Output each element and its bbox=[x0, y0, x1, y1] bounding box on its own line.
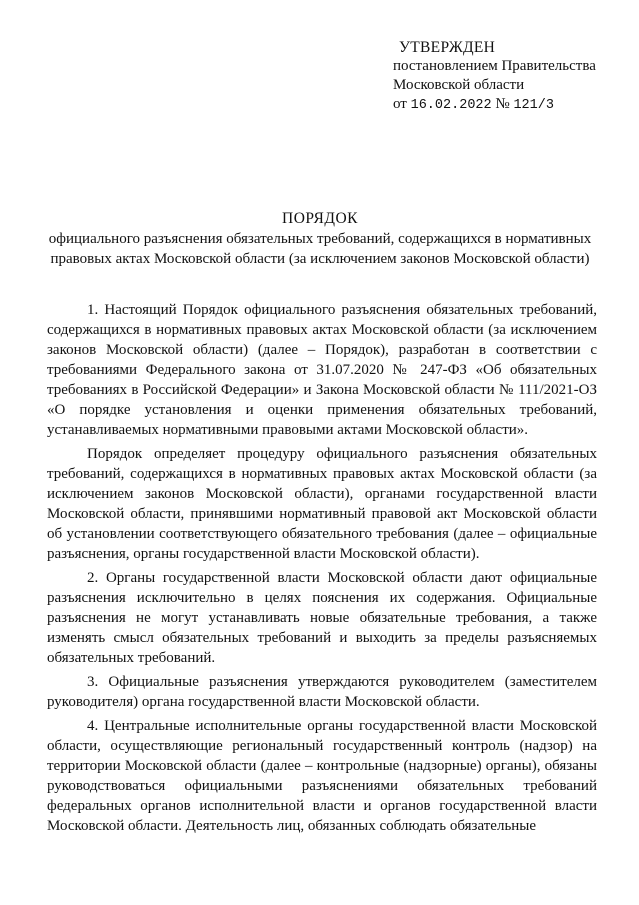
approval-date-line bbox=[393, 95, 633, 115]
approval-date: 16.02.2022 bbox=[410, 98, 492, 113]
paragraph-5: 4. Центральные исполнительные органы государственной власти Московской области, осуществляющие региональный государственный контроль (надзор) на территории Московской области (далее – контрольные (надзорные) органы), обязаны руководствоваться официальными разъяснениями обязательных требований федеральных органов исполнительной власти и органов государственной власти Московской области. Деятельность лиц, обязанных соблюдать обязательные bbox=[47, 718, 597, 834]
approval-line-1: постановлением Правительства bbox=[393, 58, 596, 74]
document-body bbox=[47, 300, 597, 840]
approval-number-sign: № bbox=[495, 96, 510, 112]
approval-title: УТВЕРЖДЕН bbox=[399, 39, 496, 56]
paragraph-2: Порядок определяет процедуру официального разъяснения обязательных требований, содержащихся в нормативных правовых актах Московской области (за исключением законов Московской области), органами государственной власти Московской области, принявшими нормативный правовой акт Московской области об установлении соответствующего обязательного требования (далее – официальные разъяснения, органы государственной власти Московской области). bbox=[47, 446, 597, 562]
paragraph-4: 3. Официальные разъяснения утверждаются руководителем (заместителем руководителя) органа государственной власти Московской области. bbox=[47, 674, 597, 710]
approval-number: 121/3 bbox=[513, 98, 554, 113]
approval-line-2: Московской области bbox=[393, 77, 525, 93]
paragraph-3: 2. Органы государственной власти Московской области дают официальные разъяснения исключительно в целях пояснения их содержания. Официальные разъяснения не могут устанавливать новые обязательные требования, а также изменять смысл обязательных требований и выходить за пределы разъясняемых обязательных требований. bbox=[47, 570, 597, 666]
document-title: ПОРЯДОК bbox=[282, 210, 358, 227]
paragraph-1: 1. Настоящий Порядок официального разъяснения обязательных требований, содержащихся в нормативных правовых актах Московской области (за исключением законов Московской области) (далее – Порядок), разработан в соответствии с требованиями Федерального закона от 31.07.2020 № 247-ФЗ «Об обязательных требованиях в Российской Федерации» и Закона Московской области № 111/2021-ОЗ «О порядке установления и оценки применения обязательных требований, устанавливаемых нормативными правовыми актами Московской области». bbox=[47, 302, 597, 438]
document-subtitle: официального разъяснения обязательных требований, содержащихся в нормативных правовых актах Московской области (за исключением законов Московской области) bbox=[48, 231, 592, 267]
approval-stamp bbox=[393, 38, 633, 115]
approval-date-prefix: от bbox=[393, 96, 407, 112]
